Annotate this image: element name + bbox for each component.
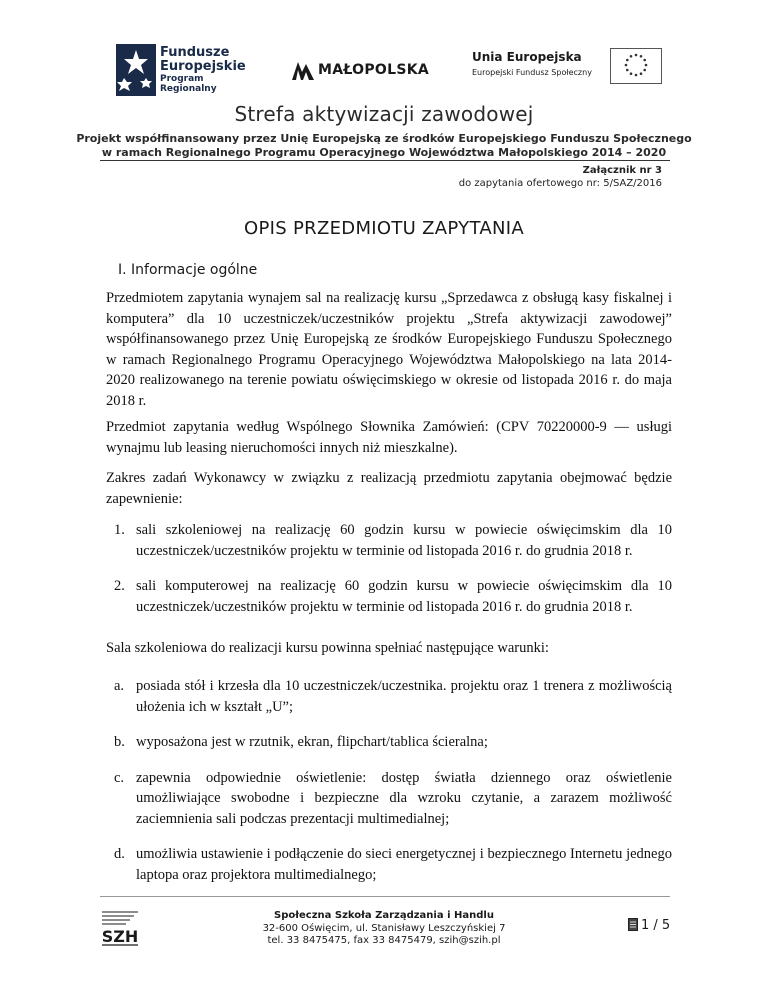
fe-logo-line2: Europejskie [160,58,246,74]
lettered-list [114,676,672,900]
list-marker: 2. [114,578,125,594]
annex-reference [459,164,662,190]
footer-address: 32-600 Oświęcim, ul. Stanisławy Leszczyńskiej 7 [262,922,506,934]
cofinancing-line1: Projekt współfinansowany przez Unię Europejską ze środków Europejskiego Funduszu Społecznego [76,132,692,145]
list-item-text: posiada stół i krzesła dla 10 uczestniczek/uczestnika. projektu oraz 1 trenera z możliwością ułożenia ich w kształt „U”; [136,678,672,715]
numbered-list [114,520,672,617]
section-heading: I. Informacje ogólne [118,262,258,278]
list-item-text: wyposażona jest w rzutnik, ekran, flipchart/tablica ścieralna; [136,734,488,750]
eu-logo-line2: Europejski Fundusz Społeczny [472,68,592,77]
fe-logo-line1: Fundusze [160,45,230,60]
list-marker: c. [114,769,125,786]
fundusze-europejskie-emblem-icon [116,44,156,96]
szh-logo-text: SZH [101,927,139,946]
list-item [114,676,672,717]
fundusze-europejskie-logo [116,44,256,100]
list-marker: 1. [114,522,125,538]
list-item-text: sali szkoleniowej na realizację 60 godzin kursu w powiecie oświęcimskim dla 10 uczestniczek/uczestników projektu w terminie od listopada 2016 r. do grudnia 2018 r. [136,522,672,559]
list-item [114,844,672,885]
annex-ref: do zapytania ofertowego nr: 5/SAZ/2016 [458,178,662,189]
page-number [628,918,670,933]
malopolska-mountains-icon [292,60,314,80]
list-item-text: umożliwia ustawienie i podłączenie do sieci energetycznej i bezpiecznego Internetu jednego laptopa oraz projektora multimedialnego; [136,846,672,883]
list-marker: b. [114,734,125,750]
footer-divider [100,896,670,897]
list-marker: a. [114,678,125,694]
list-item [114,768,672,830]
eu-logo [472,48,662,88]
list-item-text: zapewnia odpowiednie oświetlenie: dostęp światła dziennego oraz oświetlenie umożliwiające swobodne i bezpieczne dla wzroku czytanie, a zarazem możliwość zaciemnienia sali podczas prezentacji multimedialnej; [136,769,672,827]
paragraph-scope: Zakres zadań Wykonawcy w związku z realizacją przedmiotu zapytania obejmować będzie zapewnienie: [106,470,672,507]
paragraph-subject: Przedmiotem zapytania wynajem sal na realizację kursu „Sprzedawca z obsługą kasy fiskalnej i komputera” dla 10 uczestniczek/uczestników projektu „Strefa aktywizacji zawodowej” współfinansowanego przez Unię Europejską ze środków Europejskiego Funduszu Społecznego w ramach Regionalnego Programu Operacyjnego Województwa Małopolskiego na lata 2014-2020 realizowanego na terenie powiatu oświęcimskiego w okresie od listopada 2016 r. do maja 2018 r. [106,290,672,409]
malopolska-logo-text: MAŁOPOLSKA [318,62,430,78]
cofinancing-statement [0,132,768,160]
list-item-text: sali komputerowej na realizację 60 godzin kursu w powiecie oświęcimskim dla 10 uczestniczek/uczestników projektu w terminie od listopada 2016 r. do grudnia 2018 r. [136,578,672,615]
eu-logo-line1: Unia Europejska [472,50,582,64]
paragraph-cpv: Przedmiot zapytania według Wspólnego Słownika Zamówień: (CPV 70220000-9 — usługi wynajmu lub leasing nieruchomości innych niż mieszkalne). [106,419,672,456]
list-marker: d. [114,846,125,862]
cofinancing-line2: w ramach Regionalnego Programu Operacyjnego Województwa Małopolskiego 2014 – 2020 [101,146,667,159]
header-divider [100,160,670,161]
list-item [114,732,672,753]
annex-label: Załącznik nr 3 [582,165,662,176]
fe-logo-line3: Program Regionalny [160,74,217,94]
page-number-text: 1 / 5 [641,918,671,933]
project-title: Strefa aktywizacji zawodowej [234,102,534,126]
document-title: OPIS PRZEDMIOTU ZAPYTANIA [244,218,524,239]
footer-contact: tel. 33 8475475, fax 33 8475479, szih@szih.pl [267,935,501,946]
eu-flag-icon [610,48,662,84]
footer-org-name: Społeczna Szkoła Zarządzania i Handlu [274,910,494,921]
list-item [114,576,672,617]
page-icon [628,918,638,931]
paragraph-room-requirements: Sala szkoleniowa do realizacji kursu powinna spełniać następujące warunki: [106,640,549,656]
list-item [114,520,672,561]
